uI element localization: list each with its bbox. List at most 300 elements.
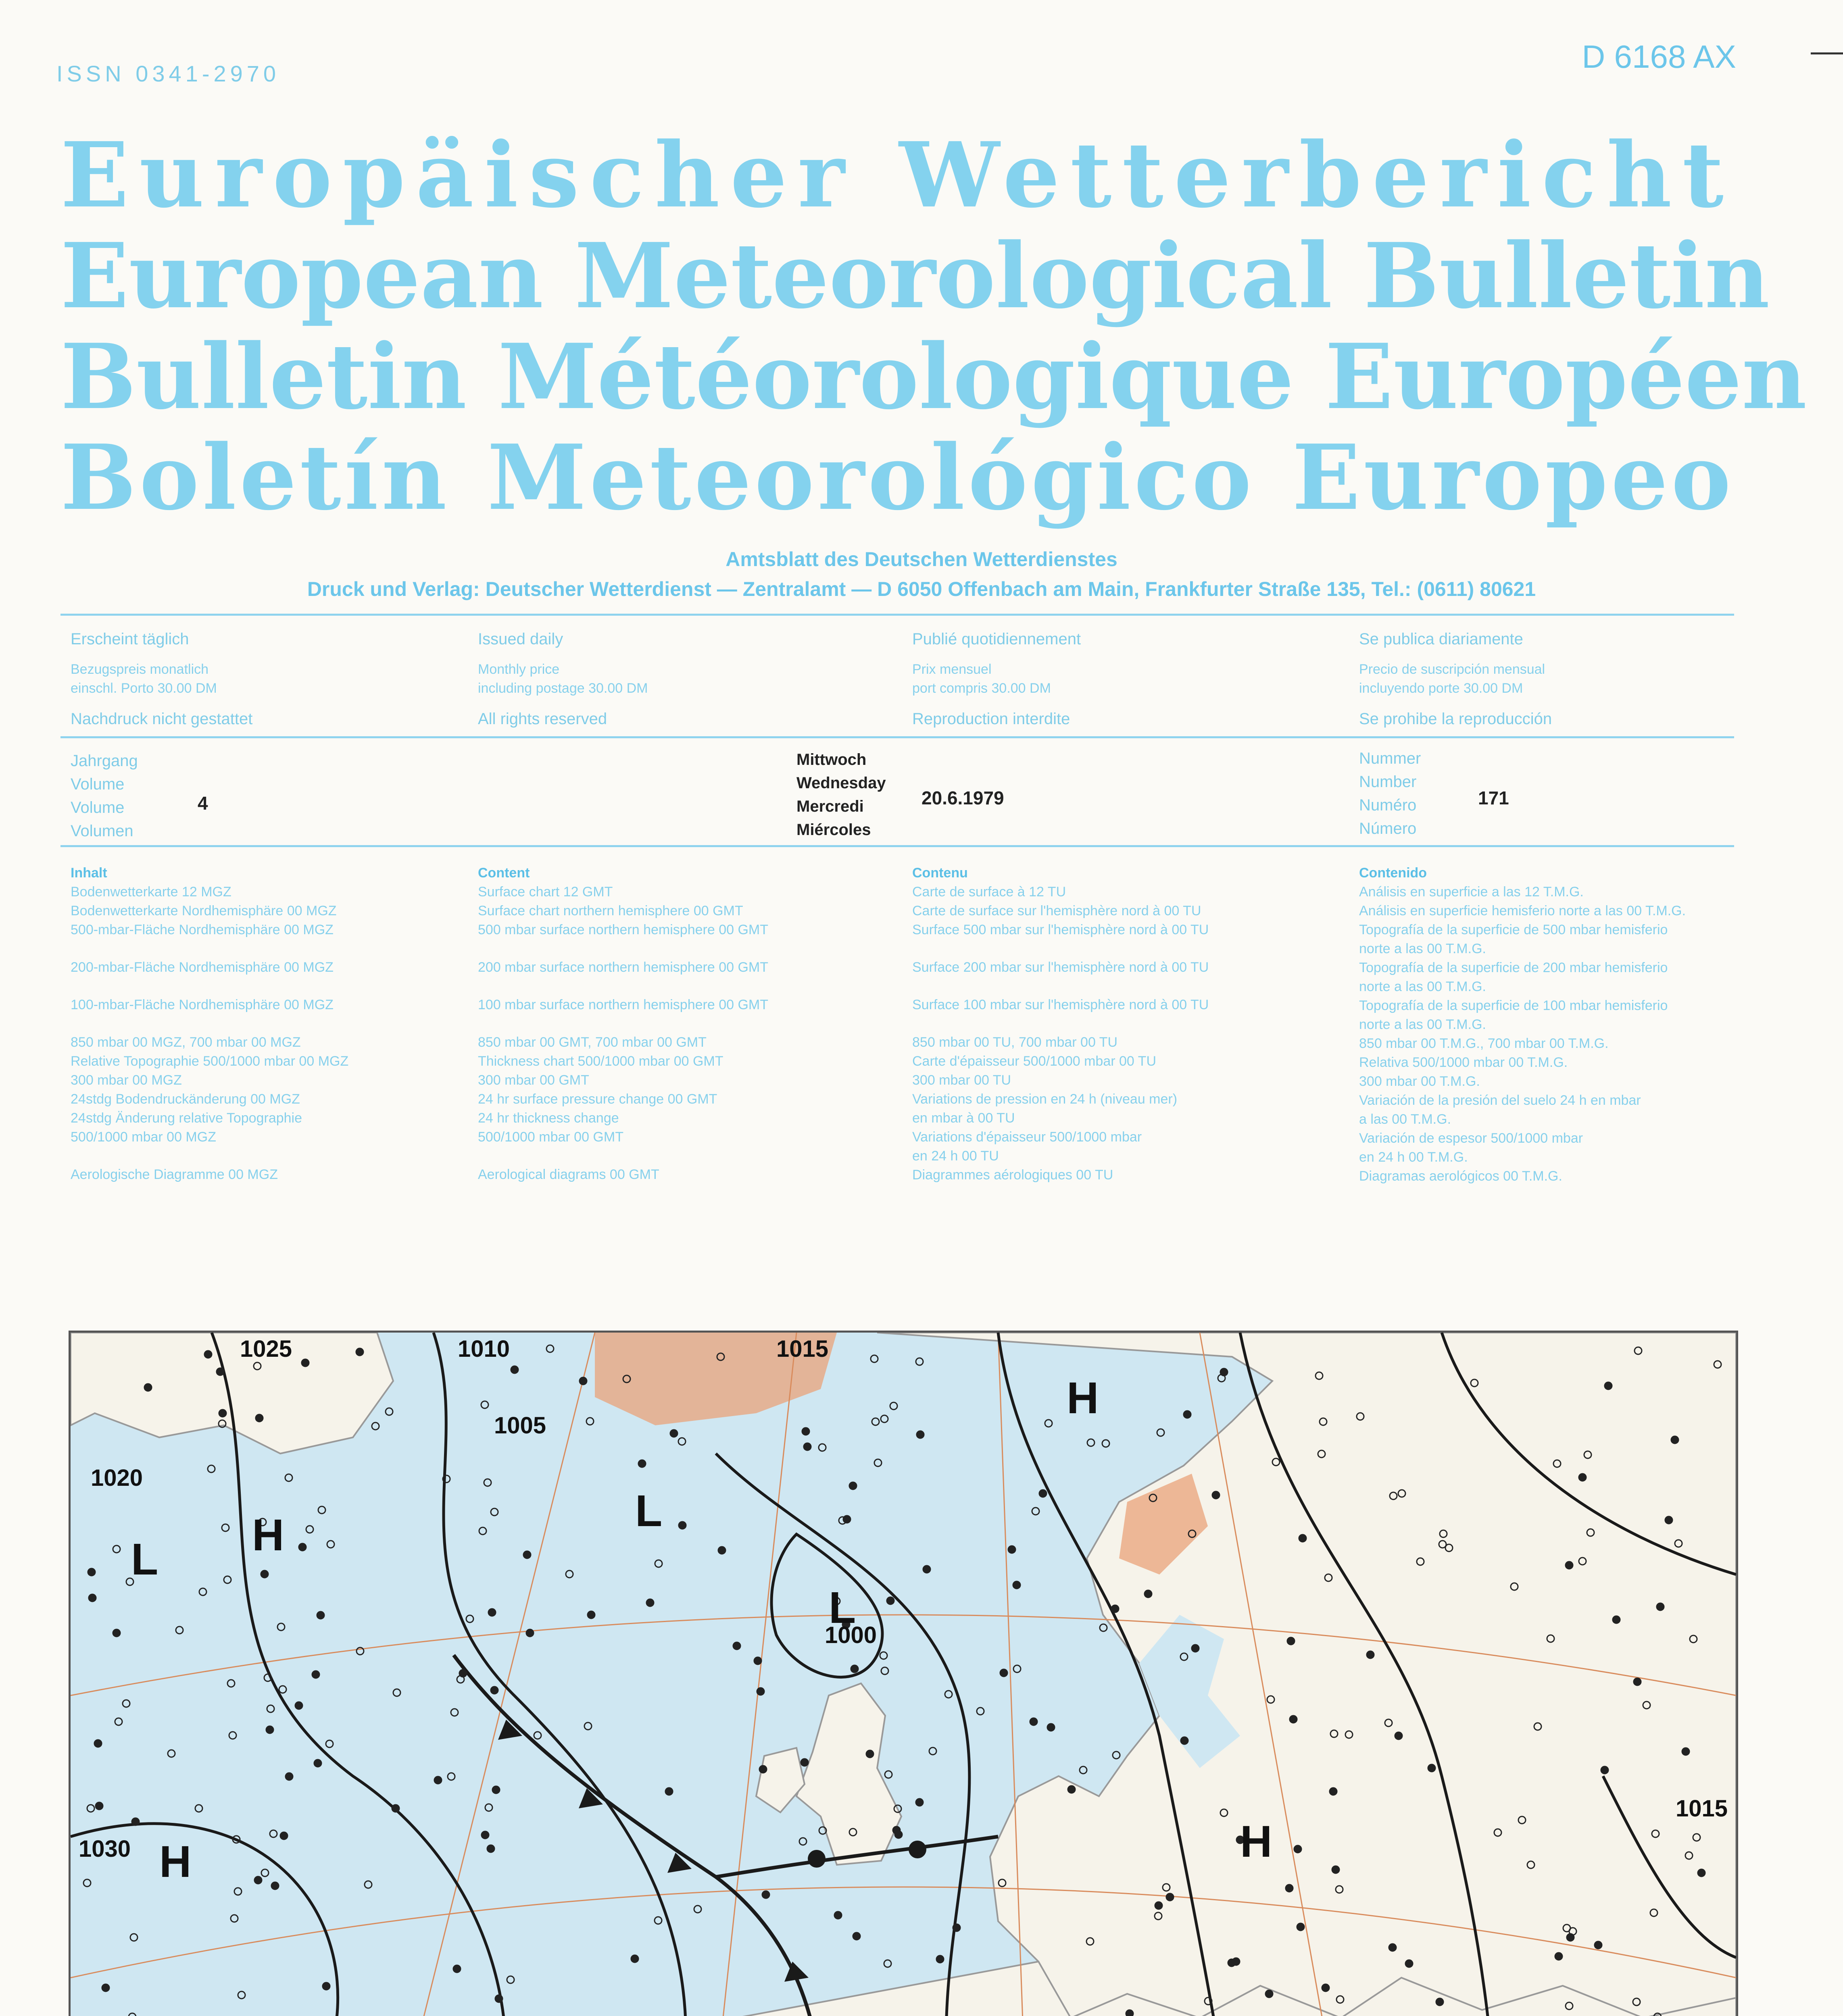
issue-date: 20.6.1979 <box>921 787 1004 808</box>
station-marker <box>1389 1944 1396 1951</box>
station-marker <box>1671 1436 1678 1443</box>
low-pressure-center: L <box>635 1486 663 1536</box>
station-marker <box>580 1377 587 1385</box>
station-marker <box>936 1956 944 1963</box>
high-pressure-center: H <box>159 1837 192 1887</box>
station-marker <box>1367 1651 1374 1658</box>
station-marker <box>1030 1718 1037 1725</box>
contents-item: Carte d'épaisseur 500/1000 mbar 00 TU <box>912 1054 1156 1069</box>
station-marker <box>130 1934 138 1941</box>
contents-item: 300 mbar 00 MGZ <box>71 1073 182 1088</box>
station-marker <box>495 1995 502 2002</box>
station-marker <box>327 1541 334 1548</box>
station-marker <box>834 1912 842 1919</box>
high-pressure-center: H <box>1240 1817 1272 1866</box>
document-code: D 6168 AX <box>1582 39 1736 75</box>
contents-item: Surface 500 mbar sur l'hemisphère nord à 00 TU <box>912 922 1209 937</box>
station-marker <box>802 1428 809 1435</box>
station-marker <box>890 1402 897 1410</box>
number-labels <box>1359 747 1421 840</box>
station-marker <box>1405 1960 1413 1967</box>
station-marker <box>584 1722 592 1730</box>
contents-item: en 24 h 00 TU <box>912 1148 999 1164</box>
station-marker <box>953 1924 960 1931</box>
station-marker <box>1145 1590 1152 1597</box>
contents-item: Surface chart northern hemisphere 00 GMT <box>478 903 743 918</box>
station-marker <box>916 1799 923 1806</box>
station-marker <box>945 1691 952 1698</box>
station-marker <box>1100 1624 1107 1631</box>
station-marker <box>1013 1665 1021 1672</box>
divider-1 <box>60 614 1734 616</box>
contents-item: Variations d'épaisseur 500/1000 mbar <box>912 1129 1142 1145</box>
station-marker <box>132 1818 139 1825</box>
contents-heading: Content <box>478 865 530 881</box>
station-marker <box>1166 1893 1174 1901</box>
weekday-label: Mittwoch <box>796 751 867 768</box>
grid-line <box>675 1333 796 2016</box>
station-marker <box>115 1718 122 1725</box>
station-marker <box>1068 1786 1075 1793</box>
contents-item: Aerological diagrams 00 GMT <box>478 1167 659 1182</box>
isobar-label: 1025 <box>240 1336 292 1362</box>
subscription-es-line: incluyendo porte 30.00 DM <box>1359 681 1523 696</box>
station-marker <box>1567 1934 1574 1941</box>
weekday-label: Wednesday <box>796 774 886 792</box>
station-marker <box>487 1845 494 1852</box>
contents-item: 300 mbar 00 GMT <box>478 1073 589 1088</box>
station-marker <box>881 1415 888 1422</box>
contents-item: 850 mbar 00 TU, 700 mbar 00 TU <box>912 1035 1118 1050</box>
station-marker <box>916 1358 923 1365</box>
station-marker <box>217 1368 224 1375</box>
station-marker <box>1436 1998 1443 2006</box>
title-french: Bulletin Météorologique Européen <box>60 325 1807 429</box>
station-marker <box>129 2013 136 2016</box>
issn-label: ISSN 0341-2970 <box>56 61 280 86</box>
issue-number: 171 <box>1478 787 1509 808</box>
station-marker <box>457 1676 464 1683</box>
station-marker <box>1111 1605 1119 1612</box>
station-marker <box>1126 2010 1133 2016</box>
contents-item: 200 mbar surface northern hemisphere 00 GMT <box>478 960 769 975</box>
station-marker <box>168 1750 175 1757</box>
warm-front-semicircle <box>909 1841 926 1858</box>
station-marker <box>884 1960 891 1967</box>
station-marker <box>488 1609 496 1616</box>
station-marker <box>448 1773 455 1780</box>
station-marker <box>1698 1869 1705 1876</box>
station-marker <box>1682 1748 1689 1755</box>
isobar-label: 1005 <box>494 1412 546 1439</box>
low-pressure-center: L <box>829 1583 856 1633</box>
isobar-label: 1010 <box>458 1336 510 1362</box>
volume-value: 4 <box>198 793 208 814</box>
station-marker <box>895 1831 902 1838</box>
subscription-en-line: including postage 30.00 DM <box>478 681 648 696</box>
station-marker <box>479 1527 486 1535</box>
station-marker <box>277 1623 285 1631</box>
station-marker <box>1297 1923 1304 1931</box>
station-marker <box>1286 1885 1293 1892</box>
contents-item: norte a las 00 T.M.G. <box>1359 1017 1486 1032</box>
contents-es <box>1359 864 1686 1186</box>
station-marker <box>733 1642 740 1649</box>
station-marker <box>299 1543 306 1551</box>
station-marker <box>318 1506 325 1514</box>
contents-item: 500-mbar-Fläche Nordhemisphäre 00 MGZ <box>71 922 334 937</box>
contents-item: Topografía de la superficie de 200 mbar hemisferio <box>1359 960 1668 975</box>
cold-front-triangle <box>667 1853 692 1873</box>
subscription-de-line: Nachdruck nicht gestattet <box>71 710 253 728</box>
station-marker <box>270 1830 277 1837</box>
contents-item: Topografía de la superficie de 500 mbar hemisferio <box>1359 922 1668 937</box>
station-marker <box>485 1804 492 1811</box>
station-marker <box>1665 1516 1672 1524</box>
contents-item: Surface 100 mbar sur l'hemisphère nord à 00 TU <box>912 997 1209 1012</box>
station-marker <box>1032 1508 1039 1515</box>
number-label: Number <box>1359 773 1417 791</box>
contents-en <box>478 864 768 1184</box>
contents-item: 500 mbar surface northern hemisphere 00 GMT <box>478 922 769 937</box>
contents-item: a las 00 T.M.G. <box>1359 1112 1451 1127</box>
warm-front-semicircle <box>808 1850 826 1868</box>
station-marker <box>588 1611 595 1618</box>
station-marker <box>434 1776 442 1784</box>
subscription-en-line: All rights reserved <box>478 710 607 728</box>
station-marker <box>88 1568 95 1576</box>
station-marker <box>804 1443 811 1450</box>
contents-item: 24stdg Bodendruckänderung 00 MGZ <box>71 1091 300 1107</box>
station-marker <box>1039 1490 1047 1497</box>
subscription-de <box>71 627 252 731</box>
station-marker <box>881 1667 888 1674</box>
station-marker <box>491 1687 498 1694</box>
high-pressure-center: H <box>252 1510 284 1560</box>
station-marker <box>234 1888 242 1895</box>
contents-item: 100-mbar-Fläche Nordhemisphäre 00 MGZ <box>71 997 334 1012</box>
station-marker <box>880 1652 887 1659</box>
station-marker <box>1595 1941 1602 1949</box>
number-label: Nummer <box>1359 750 1421 767</box>
station-marker <box>393 1689 400 1696</box>
publisher-line-2: Druck und Verlag: Deutscher Wetterdienst — Zentralamt — D 6050 Offenbach am Main, Frankfurter Straße 135, Tel.: (0611) 80621 <box>307 578 1536 600</box>
station-marker <box>1265 1990 1273 1997</box>
station-marker <box>526 1629 534 1637</box>
station-marker <box>482 1831 489 1839</box>
station-marker <box>1047 1724 1055 1731</box>
contents-item: Variación de espesor 500/1000 mbar <box>1359 1131 1583 1146</box>
contents-item: norte a las 00 T.M.G. <box>1359 941 1486 956</box>
station-marker <box>849 1482 857 1489</box>
station-marker <box>1634 1678 1641 1685</box>
subscription-de-line: Bezugspreis monatlich <box>71 662 209 677</box>
station-marker <box>977 1708 984 1715</box>
low-pressure-center: L <box>131 1535 158 1584</box>
station-marker <box>219 1410 226 1417</box>
station-marker <box>314 1760 321 1767</box>
station-marker <box>176 1627 183 1634</box>
station-marker <box>1218 1375 1225 1382</box>
contents-heading: Contenu <box>912 865 968 881</box>
station-marker <box>144 1384 152 1391</box>
divider-3 <box>60 845 1734 847</box>
volume-label: Volume <box>71 775 125 793</box>
station-marker <box>507 1976 514 1983</box>
station-marker <box>481 1401 488 1408</box>
station-marker <box>96 1802 103 1810</box>
station-marker <box>566 1570 573 1578</box>
station-marker <box>295 1702 302 1709</box>
station-marker <box>678 1438 686 1445</box>
contents-item: Thickness chart 500/1000 mbar 00 GMT <box>478 1054 723 1069</box>
station-marker <box>546 1345 554 1352</box>
station-marker <box>231 1915 238 1922</box>
volume-label: Volumen <box>71 822 133 840</box>
station-marker <box>208 1465 215 1472</box>
publisher-line-1: Amtsblatt des Deutschen Wetterdienstes <box>726 548 1117 571</box>
station-marker <box>123 1700 130 1707</box>
station-marker <box>1157 1429 1164 1436</box>
contents-item: Diagrammes aérologiques 00 TU <box>912 1167 1113 1183</box>
station-marker <box>851 1665 858 1672</box>
station-marker <box>670 1430 678 1437</box>
contents-item: 500/1000 mbar 00 MGZ <box>71 1129 216 1145</box>
station-marker <box>1290 1716 1297 1723</box>
station-marker <box>718 1547 726 1554</box>
station-marker <box>655 1917 662 1924</box>
station-marker <box>261 1869 269 1876</box>
subscription-en-line: Monthly price <box>478 662 560 677</box>
station-marker <box>534 1732 541 1739</box>
station-marker <box>1657 1603 1664 1610</box>
contents-fr <box>912 864 1209 1185</box>
station-marker <box>1212 1491 1220 1499</box>
station-marker <box>326 1740 333 1747</box>
station-marker <box>762 1891 769 1898</box>
station-marker <box>1605 1382 1612 1389</box>
station-marker <box>286 1773 293 1780</box>
contents-item: Variación de la presión del suelo 24 h en mbar <box>1359 1093 1641 1108</box>
station-marker <box>646 1599 654 1606</box>
contents-item: Relativa 500/1000 mbar 00 T.M.G. <box>1359 1055 1568 1070</box>
station-marker <box>1008 1546 1015 1553</box>
contents-item: Bodenwetterkarte 12 MGZ <box>71 884 231 900</box>
isobar-label: 1030 <box>79 1836 131 1862</box>
volume-label: Jahrgang <box>71 752 138 770</box>
station-marker <box>1087 1439 1095 1446</box>
station-marker <box>392 1805 399 1812</box>
station-marker <box>1566 1562 1573 1569</box>
contents-item: Surface chart 12 GMT <box>478 884 613 900</box>
subscription-en-line: Issued daily <box>478 630 563 648</box>
contents-item: 200-mbar-Fläche Nordhemisphäre 00 MGZ <box>71 960 334 975</box>
volume-label: Volume <box>71 799 125 816</box>
land-masses <box>71 1333 1736 2016</box>
isobar-label: 1015 <box>1676 1795 1728 1822</box>
station-marker <box>1428 1764 1435 1772</box>
station-marker <box>323 1983 330 1990</box>
contents-item: 24stdg Änderung relative Topographie <box>71 1110 302 1126</box>
station-marker <box>453 1965 461 1972</box>
title-german: Europäischer Wetterbericht <box>60 123 1734 228</box>
subscription-es-line: Se prohibe la reproducción <box>1359 710 1552 728</box>
station-marker <box>694 1906 701 1913</box>
station-marker <box>586 1418 594 1425</box>
title-spanish: Boletín Meteorológico Europeo <box>60 425 1734 530</box>
station-marker <box>1601 1766 1608 1774</box>
station-marker <box>306 1526 313 1533</box>
station-marker <box>631 1955 638 1962</box>
station-marker <box>679 1522 686 1529</box>
subscription-es-line: Se publica diariamente <box>1359 630 1523 648</box>
station-marker <box>874 1459 882 1466</box>
station-marker <box>754 1657 761 1664</box>
land-ireland <box>756 1748 805 1812</box>
station-marker <box>1113 1752 1120 1759</box>
cold-front <box>454 1655 822 2016</box>
station-marker <box>1287 1637 1295 1645</box>
station-marker <box>312 1671 319 1678</box>
contents-item: Relative Topographie 500/1000 mbar 00 MGZ <box>71 1054 349 1069</box>
contents-item: Topografía de la superficie de 100 mbar hemisferio <box>1359 998 1668 1013</box>
station-marker <box>871 1355 878 1362</box>
title-english: European Meteorological Bulletin <box>60 224 1770 329</box>
station-marker <box>1299 1535 1306 1542</box>
contents-item: Análisis en superficie hemisferio norte a las 00 T.M.G. <box>1359 903 1686 918</box>
edge-mark <box>1811 52 1843 54</box>
subscription-en <box>478 627 648 731</box>
station-marker <box>113 1545 120 1553</box>
station-marker <box>819 1444 826 1451</box>
contents-heading: Contenido <box>1359 865 1427 881</box>
station-marker <box>204 1351 212 1358</box>
contents-item: 850 mbar 00 GMT, 700 mbar 00 GMT <box>478 1035 707 1050</box>
station-marker <box>801 1759 808 1766</box>
subscription-fr-line: Prix mensuel <box>912 662 992 677</box>
station-marker <box>254 1876 262 1884</box>
station-marker <box>302 1359 309 1366</box>
contents-item: Bodenwetterkarte Nordhemisphäre 00 MGZ <box>71 903 337 918</box>
station-marker <box>102 1984 109 1991</box>
contents-heading: Inhalt <box>71 865 107 881</box>
contents-item: 300 mbar 00 TU <box>912 1073 1011 1088</box>
station-marker <box>885 1771 892 1778</box>
subscription-es <box>1359 627 1552 731</box>
station-marker <box>917 1431 924 1438</box>
contents-item: 100 mbar surface northern hemisphere 00 GMT <box>478 997 769 1012</box>
station-marker <box>843 1516 851 1523</box>
contents-item: en mbar à 00 TU <box>912 1110 1015 1126</box>
volume-labels <box>71 749 138 843</box>
contents-item: 300 mbar 00 T.M.G. <box>1359 1074 1480 1089</box>
contents-item: Carte de surface sur l'hemisphère nord à 00 TU <box>912 903 1201 918</box>
subscription-de-line: einschl. Porto 30.00 DM <box>71 681 217 696</box>
station-marker <box>317 1612 324 1619</box>
station-marker <box>1613 1616 1620 1623</box>
number-label: Numéro <box>1359 796 1417 814</box>
surface-weather-map <box>69 1331 1738 2016</box>
station-marker <box>261 1570 268 1578</box>
station-marker <box>89 1594 96 1602</box>
station-marker <box>1322 1984 1329 1991</box>
station-marker <box>523 1551 531 1558</box>
station-marker <box>1184 1411 1191 1418</box>
station-marker <box>799 1838 807 1845</box>
station-marker <box>227 1680 235 1687</box>
contents-item: Análisis en superficie a las 12 T.M.G. <box>1359 884 1584 900</box>
station-marker <box>1102 1440 1109 1447</box>
station-marker <box>872 1418 879 1425</box>
station-marker <box>491 1508 498 1516</box>
contents-item: Surface 200 mbar sur l'hemisphère nord à 00 TU <box>912 960 1209 975</box>
contents-item: Carte de surface à 12 TU <box>912 884 1066 900</box>
station-marker <box>757 1688 764 1695</box>
station-marker <box>224 1576 231 1583</box>
contents-item: Aerologische Diagramme 00 MGZ <box>71 1167 278 1182</box>
station-marker <box>229 1732 236 1739</box>
station-marker <box>1192 1645 1199 1652</box>
station-marker <box>372 1422 379 1430</box>
land-british-isles <box>796 1683 901 1865</box>
weather-map-graphic <box>71 1333 1736 2016</box>
station-marker <box>365 1881 372 1888</box>
subscription-fr <box>912 627 1081 731</box>
station-marker <box>484 1479 491 1486</box>
contents-item: 24 hr surface pressure change 00 GMT <box>478 1091 717 1107</box>
station-marker <box>655 1560 662 1567</box>
station-marker <box>1579 1474 1586 1481</box>
contents-item: 500/1000 mbar 00 GMT <box>478 1129 623 1145</box>
station-marker <box>665 1788 673 1795</box>
station-marker <box>1555 1953 1562 1960</box>
station-marker <box>1294 1845 1301 1853</box>
station-marker <box>356 1348 363 1356</box>
isobar-label: 1020 <box>91 1465 143 1491</box>
contents-item: Diagramas aerológicos 00 T.M.G. <box>1359 1168 1562 1184</box>
station-marker <box>923 1566 930 1573</box>
isobar-label: 1015 <box>776 1336 829 1362</box>
station-marker <box>113 1629 120 1637</box>
contents-item: 24 hr thickness change <box>478 1110 619 1126</box>
isobar-line <box>771 1534 882 1677</box>
station-marker <box>1330 1788 1337 1795</box>
subscription-es-line: Precio de suscripción mensual <box>1359 662 1545 677</box>
station-marker <box>1013 1581 1020 1589</box>
station-marker <box>1000 1669 1007 1677</box>
divider-2 <box>60 736 1734 738</box>
station-marker <box>94 1740 102 1747</box>
contents-item: Variations de pression en 24 h (niveau mer) <box>912 1091 1178 1107</box>
station-marker <box>222 1524 229 1531</box>
high-pressure-center: H <box>1067 1373 1099 1423</box>
weekday-labels <box>796 748 886 841</box>
station-marker <box>195 1805 202 1812</box>
station-marker <box>492 1786 500 1793</box>
contents-item: norte a las 00 T.M.G. <box>1359 979 1486 994</box>
station-marker <box>759 1766 767 1773</box>
station-marker <box>1045 1420 1052 1427</box>
subscription-fr-line: port compris 30.00 DM <box>912 681 1051 696</box>
station-marker <box>1228 1959 1235 1966</box>
station-marker <box>285 1474 292 1481</box>
station-marker <box>266 1726 273 1733</box>
station-marker <box>1080 1766 1087 1774</box>
subscription-fr-line: Reproduction interdite <box>912 710 1070 728</box>
contents-item: 850 mbar 00 T.M.G., 700 mbar 00 T.M.G. <box>1359 1036 1609 1051</box>
station-marker <box>466 1615 473 1622</box>
weekday-label: Miércoles <box>796 821 871 839</box>
